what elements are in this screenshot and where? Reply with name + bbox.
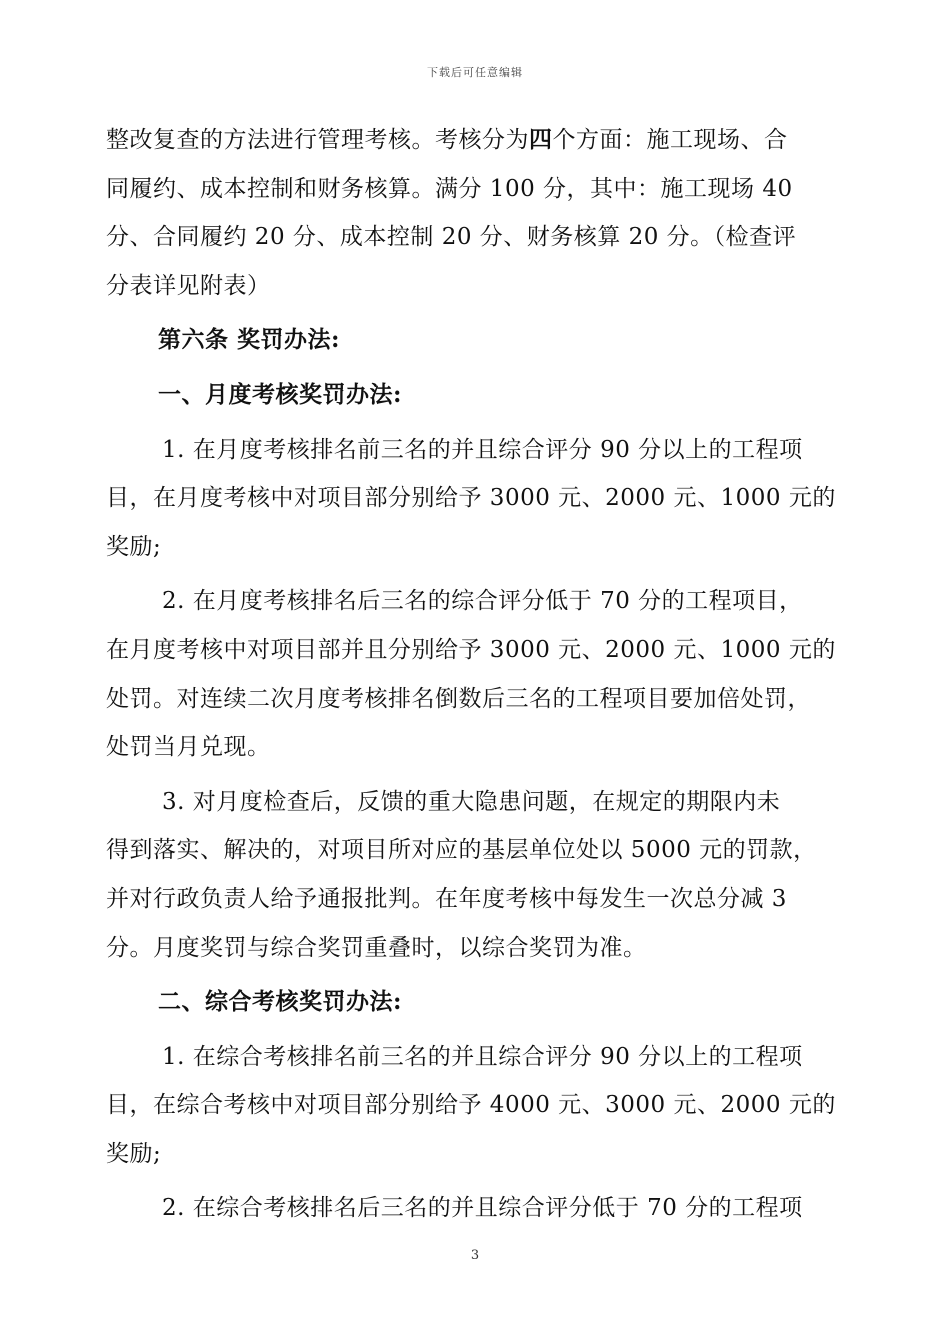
intro-line-1-bold: 四 [529, 126, 553, 153]
page-number: 3 [470, 1248, 480, 1263]
intro-line-2: 同履约、成本控制和财务核算。满分 100 分，其中：施工现场 40 [106, 175, 793, 202]
section-1-title: 一、月度考核奖罚办法: [158, 380, 402, 408]
s1-item1-line-3: 奖励; [106, 533, 162, 560]
s1-item2-line-4: 处罚当月兑现。 [106, 734, 271, 761]
s1-item2-line-3: 处罚。对连续二次月度考核排名倒数后三名的工程项目要加倍处罚， [106, 685, 811, 712]
s2-item1-line-1: 1. 在综合考核排名前三名的并且综合评分 90 分以上的工程项 [162, 1043, 803, 1070]
intro-line-1-start: 整改复查的方法进行管理考核。考核分为 [106, 127, 529, 153]
s2-item1-line-2: 目，在综合考核中对项目部分别给予 4000 元、3000 元、2000 元的 [106, 1092, 836, 1119]
intro-line-1-end: 个方面：施工现场、合 [552, 127, 788, 153]
section-2-title: 二、综合考核奖罚办法: [158, 988, 402, 1016]
s1-item1-line-2: 目，在月度考核中对项目部分别给予 3000 元、2000 元、1000 元的 [106, 485, 836, 512]
s1-item3-line-1: 3. 对月度检查后，反馈的重大隐患问题，在规定的期限内未 [162, 788, 781, 815]
intro-line-3: 分、合同履约 20 分、成本控制 20 分、财务核算 20 分。（检查评 [106, 224, 797, 251]
s1-item1-line-1: 1. 在月度考核排名前三名的并且综合评分 90 分以上的工程项 [162, 436, 803, 463]
s2-item1-line-3: 奖励; [106, 1140, 162, 1167]
s1-item3-line-2: 得到落实、解决的，对项目所对应的基层单位处以 5000 元的罚款， [106, 837, 817, 864]
s1-item2-line-1: 2. 在月度考核排名后三名的综合评分低于 70 分的工程项目， [162, 588, 803, 615]
s1-item2-line-2: 在月度考核中对项目部并且分别给予 3000 元、2000 元、1000 元的 [106, 636, 836, 663]
page-header: 下载后可任意编辑 [427, 66, 523, 79]
s1-item3-line-3: 并对行政负责人给予通报批判。在年度考核中每发生一次总分减 3 [106, 885, 787, 912]
s2-item2-line-1: 2. 在综合考核排名后三名的并且综合评分低于 70 分的工程项 [162, 1195, 803, 1222]
document-body [106, 116, 854, 1233]
intro-line-1 [106, 116, 854, 165]
intro-line-4: 分表详见附表） [106, 272, 271, 299]
s1-item3-line-4: 分。月度奖罚与综合奖罚重叠时，以综合奖罚为准。 [106, 934, 647, 961]
article-6-title: 第六条 奖罚办法: [158, 326, 340, 354]
